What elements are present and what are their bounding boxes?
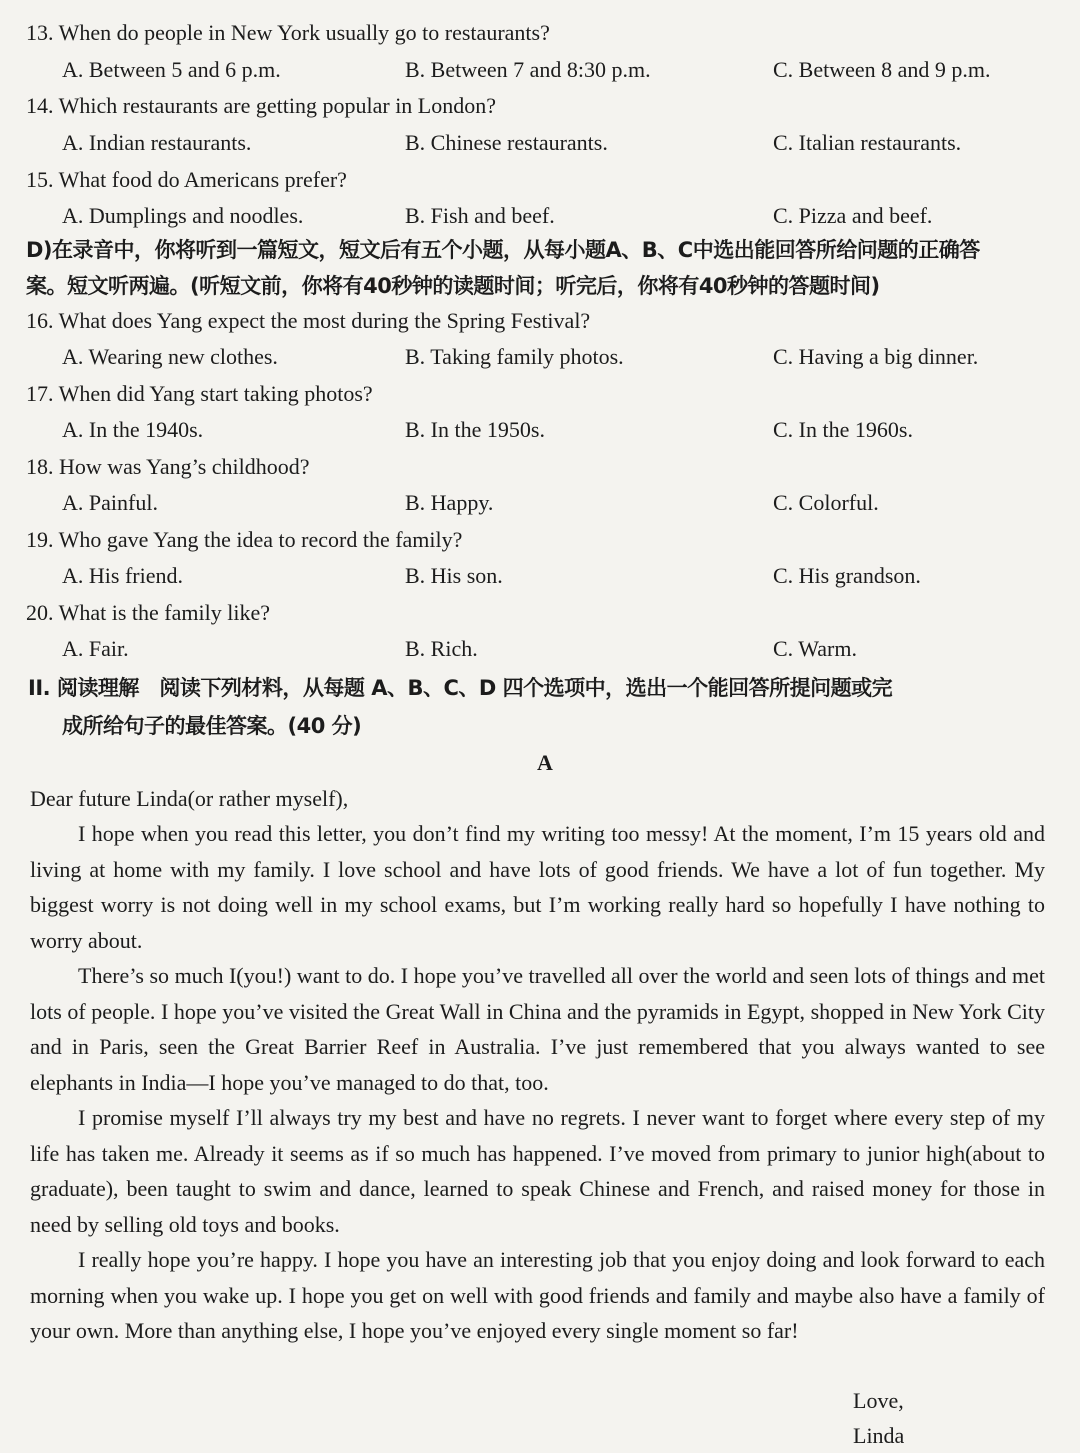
question-14-option-c: C. Italian restaurants. bbox=[773, 130, 962, 155]
question-15-stem: 15. What food do Americans prefer? bbox=[26, 167, 347, 192]
question-19-option-c: C. His grandson. bbox=[773, 563, 921, 588]
letter-paragraph-3: I promise myself I’ll always try my best and have no regrets. I never want to forget where every step of my life has taken me. Already it seems as if so much has happened. I’ve moved from primary to junior high(about to graduate), been taught to swim and dance, learned to speak Chinese and French, and raised money for those in need by selling old toys and books. bbox=[30, 1105, 1045, 1237]
question-16-stem: 16. What does Yang expect the most during the Spring Festival? bbox=[26, 308, 591, 333]
question-18-option-b: B. Happy. bbox=[405, 490, 494, 515]
question-19-stem: 19. Who gave Yang the idea to record the family? bbox=[26, 527, 463, 552]
question-16-option-b: B. Taking family photos. bbox=[405, 344, 624, 369]
question-13-option-a: A. Between 5 and 6 p.m. bbox=[62, 57, 281, 82]
question-19-option-a: A. His friend. bbox=[62, 563, 183, 588]
passage-label: A bbox=[537, 750, 553, 775]
letter-closing: Love, bbox=[853, 1388, 904, 1413]
question-20-option-a: A. Fair. bbox=[62, 636, 129, 661]
question-14-option-a: A. Indian restaurants. bbox=[62, 130, 252, 155]
question-18-option-c: C. Colorful. bbox=[773, 490, 879, 515]
section-d-instruction-line2: 案。短文听两遍。(听短文前，你将有40秒钟的读题时间；听完后，你将有40秒钟的答题时间) bbox=[26, 274, 880, 298]
question-17-option-b: B. In the 1950s. bbox=[405, 417, 545, 442]
question-15-option-c: C. Pizza and beef. bbox=[773, 203, 933, 228]
letter-paragraph-1: I hope when you read this letter, you don’t find my writing too messy! At the moment, I’m 15 years old and living at home with my family. I love school and have lots of good friends. We have a lot of fun together. My biggest worry is not doing well in my school exams, but I’m working really hard so hopefully I have nothing to worry about. bbox=[30, 821, 1045, 953]
question-18-option-a: A. Painful. bbox=[62, 490, 158, 515]
question-13-stem: 13. When do people in New York usually go to restaurants? bbox=[26, 20, 550, 45]
section-ii-instruction-line2: 成所给句子的最佳答案。(40 分) bbox=[62, 714, 362, 738]
question-16-option-a: A. Wearing new clothes. bbox=[62, 344, 278, 369]
question-17-stem: 17. When did Yang start taking photos? bbox=[26, 381, 373, 406]
letter-salutation: Dear future Linda(or rather myself), bbox=[30, 786, 349, 811]
question-17-option-a: A. In the 1940s. bbox=[62, 417, 204, 442]
question-20-option-c: C. Warm. bbox=[773, 636, 857, 661]
letter-paragraph-4: I really hope you’re happy. I hope you have an interesting job that you enjoy doing and look forward to each morning when you wake up. I hope you get on well with good friends and family and maybe also have a family of your own. More than anything else, I hope you’ve enjoyed every single moment so far! bbox=[30, 1247, 1045, 1343]
question-20-option-b: B. Rich. bbox=[405, 636, 478, 661]
question-19-option-b: B. His son. bbox=[405, 563, 503, 588]
question-20-stem: 20. What is the family like? bbox=[26, 600, 270, 625]
question-13-option-c: C. Between 8 and 9 p.m. bbox=[773, 57, 991, 82]
letter-signature: Linda bbox=[853, 1423, 905, 1448]
question-18-stem: 18. How was Yang’s childhood? bbox=[26, 454, 310, 479]
question-16-option-c: C. Having a big dinner. bbox=[773, 344, 979, 369]
letter-paragraph-2: There’s so much I(you!) want to do. I hope you’ve travelled all over the world and seen lots of things and met lots of people. I hope you’ve visited the Great Wall in China and the pyramids in Egypt, shopped in New York City and in Paris, seen the Great Barrier Reef in Australia. I’ve just remembered that you always wanted to see elephants in India—I hope you’ve managed to do that, too. bbox=[30, 963, 1045, 1095]
section-ii-instruction-line1: II. 阅读理解 阅读下列材料，从每题 A、B、C、D 四个选项中，选出一个能回答所提问题或完 bbox=[28, 676, 893, 700]
question-14-stem: 14. Which restaurants are getting popular in London? bbox=[26, 93, 497, 118]
question-17-option-c: C. In the 1960s. bbox=[773, 417, 913, 442]
question-14-option-b: B. Chinese restaurants. bbox=[405, 130, 608, 155]
question-15-option-a: A. Dumplings and noodles. bbox=[62, 203, 304, 228]
section-d-instruction-line1: D)在录音中，你将听到一篇短文，短文后有五个小题，从每小题A、B、C中选出能回答所给问题的正确答 bbox=[26, 238, 980, 262]
letter-body bbox=[30, 816, 1045, 1349]
question-13-option-b: B. Between 7 and 8:30 p.m. bbox=[405, 57, 651, 82]
question-15-option-b: B. Fish and beef. bbox=[405, 203, 555, 228]
